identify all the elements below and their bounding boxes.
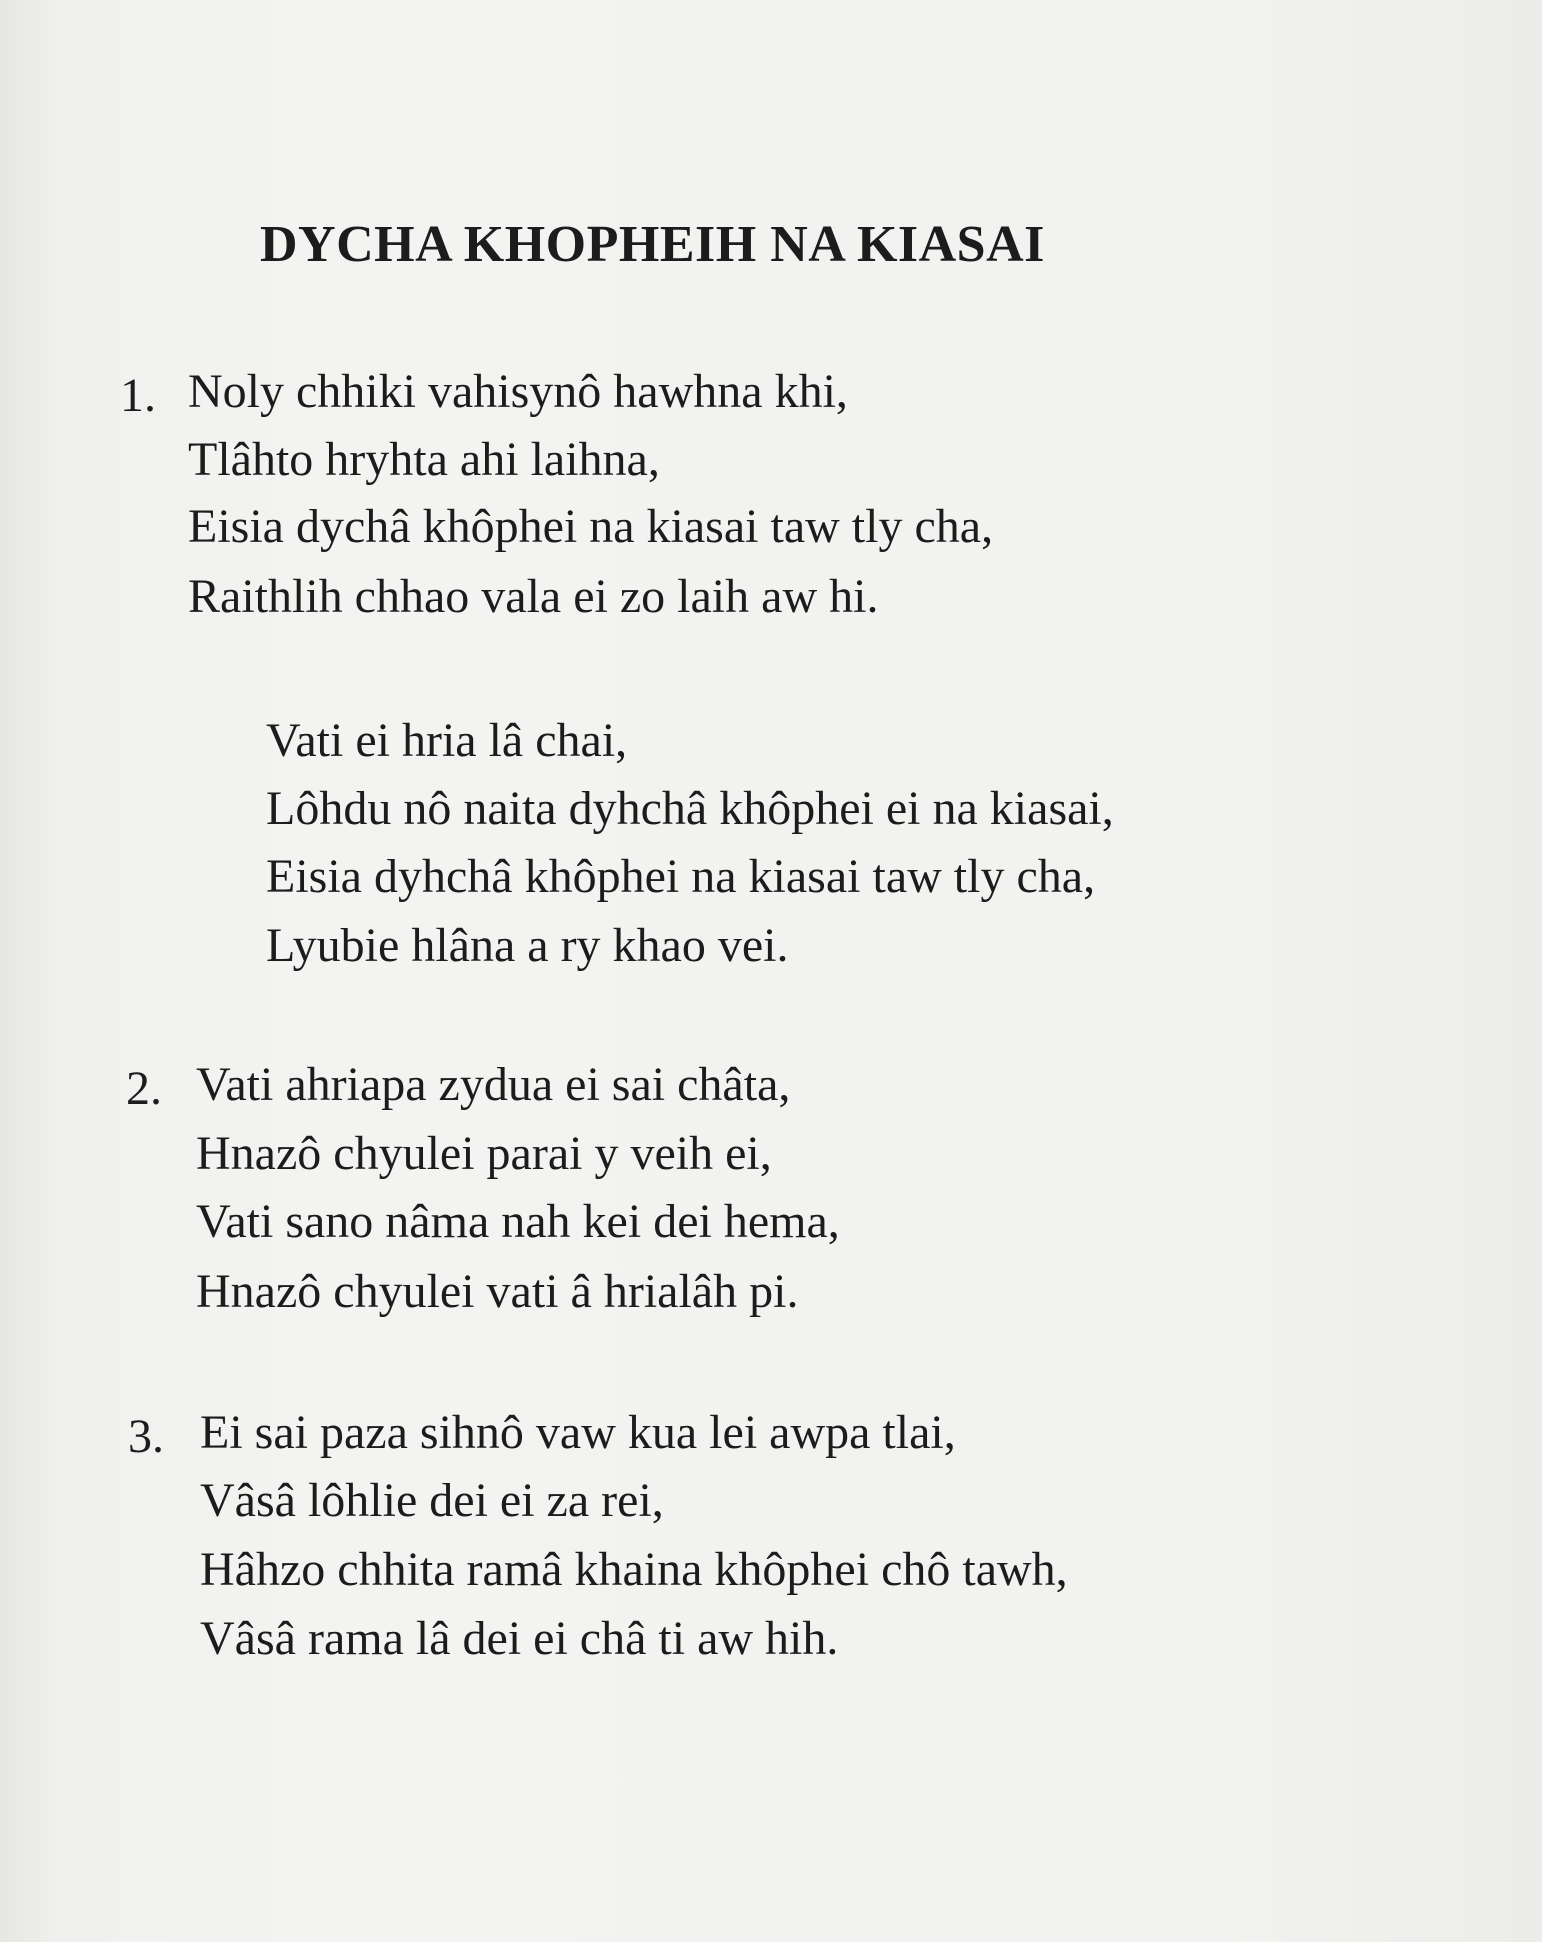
chorus-line-3: Eisia dyhchâ khôphei na kiasai taw tly cha, [266, 850, 1096, 903]
verse-3-line-1: Ei sai paza sihnô vaw kua lei awpa tlai, [200, 1406, 956, 1459]
chorus-line-1: Vati ei hria lâ chai, [266, 714, 628, 767]
verse-3-line-2: Vâsâ lôhlie dei ei za rei, [200, 1474, 664, 1527]
verse-3-line-4: Vâsâ rama lâ dei ei châ ti aw hih. [200, 1612, 839, 1665]
verse-2-line-4: Hnazô chyulei vati â hrialâh pi. [196, 1265, 799, 1318]
verse-2-number: 2. [126, 1062, 162, 1115]
verse-1-number: 1. [120, 369, 156, 422]
verse-1-line-4: Raithlih chhao vala ei zo laih aw hi. [188, 570, 879, 623]
verse-3-line-3: Hâhzo chhita ramâ khaina khôphei chô tawh, [200, 1543, 1068, 1596]
verse-1-line-1: Noly chhiki vahisynô hawhna khi, [188, 365, 848, 418]
verse-2-line-3: Vati sano nâma nah kei dei hema, [196, 1195, 840, 1248]
verse-3-number: 3. [128, 1410, 164, 1463]
verse-2-line-1: Vati ahriapa zydua ei sai châta, [196, 1058, 791, 1111]
chorus-line-2: Lôhdu nô naita dyhchâ khôphei ei na kiasai, [266, 782, 1114, 835]
verse-2-line-2: Hnazô chyulei parai y veih ei, [196, 1127, 772, 1180]
song-title: DYCHA KHOPHEIH NA KIASAI [260, 216, 1045, 273]
verse-1-line-2: Tlâhto hryhta ahi laihna, [188, 433, 660, 486]
verse-1-line-3: Eisia dychâ khôphei na kiasai taw tly cha, [188, 500, 994, 553]
chorus-line-4: Lyubie hlâna a ry khao vei. [266, 919, 789, 972]
